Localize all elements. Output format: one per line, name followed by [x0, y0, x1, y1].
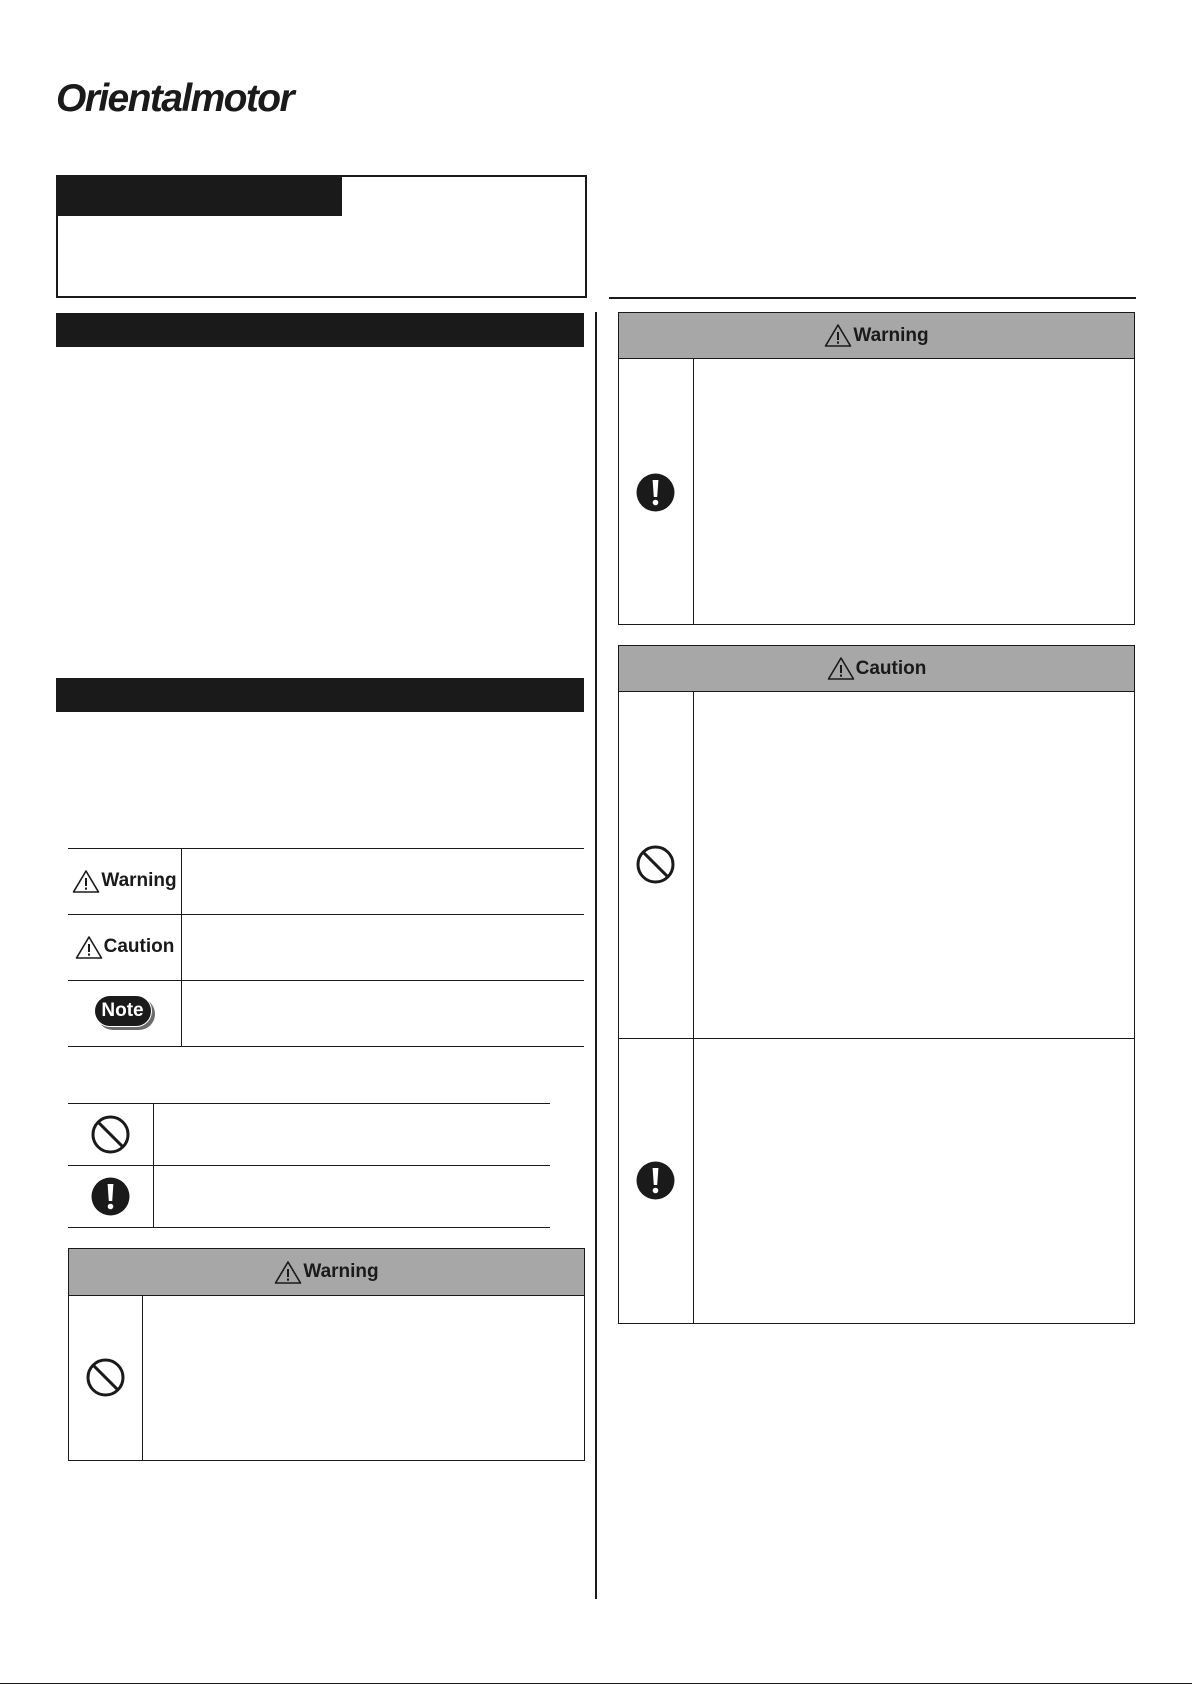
page-bottom-rule [0, 1683, 1192, 1684]
top-right-rule [609, 297, 1136, 299]
prohibition-icon [90, 1114, 131, 1155]
mandatory-action-icon [635, 1160, 676, 1201]
warning-triangle-icon [72, 869, 100, 894]
mandatory-action-icon [635, 472, 676, 513]
oriental-motor-logo: Orientalmotor [56, 77, 294, 120]
signal-word-warning: Warning [68, 848, 181, 914]
document-title-tab [58, 177, 342, 216]
column-divider [595, 312, 597, 1599]
right-caution-panel-header: Caution [619, 646, 1134, 692]
signal-word-note [68, 980, 181, 1046]
symbol-table [68, 1103, 550, 1228]
note-badge-icon: Note [94, 995, 156, 1031]
mandatory-action-icon [90, 1176, 131, 1217]
section-heading-bar-1 [56, 313, 584, 347]
warning-triangle-icon [75, 935, 103, 960]
warning-triangle-icon [274, 1260, 302, 1285]
warning-triangle-icon [827, 656, 855, 681]
warning-triangle-icon [824, 323, 852, 348]
signal-word-table [68, 848, 584, 1048]
prohibition-icon [635, 844, 676, 885]
section-heading-bar-2 [56, 678, 584, 712]
right-warning-panel [618, 312, 1135, 625]
left-warning-panel [68, 1248, 585, 1461]
prohibition-icon [85, 1357, 126, 1398]
left-warning-panel-header: Warning [69, 1249, 584, 1296]
right-caution-panel [618, 645, 1135, 1324]
right-warning-panel-header: Warning [619, 313, 1134, 359]
signal-word-caution: Caution [68, 914, 181, 980]
